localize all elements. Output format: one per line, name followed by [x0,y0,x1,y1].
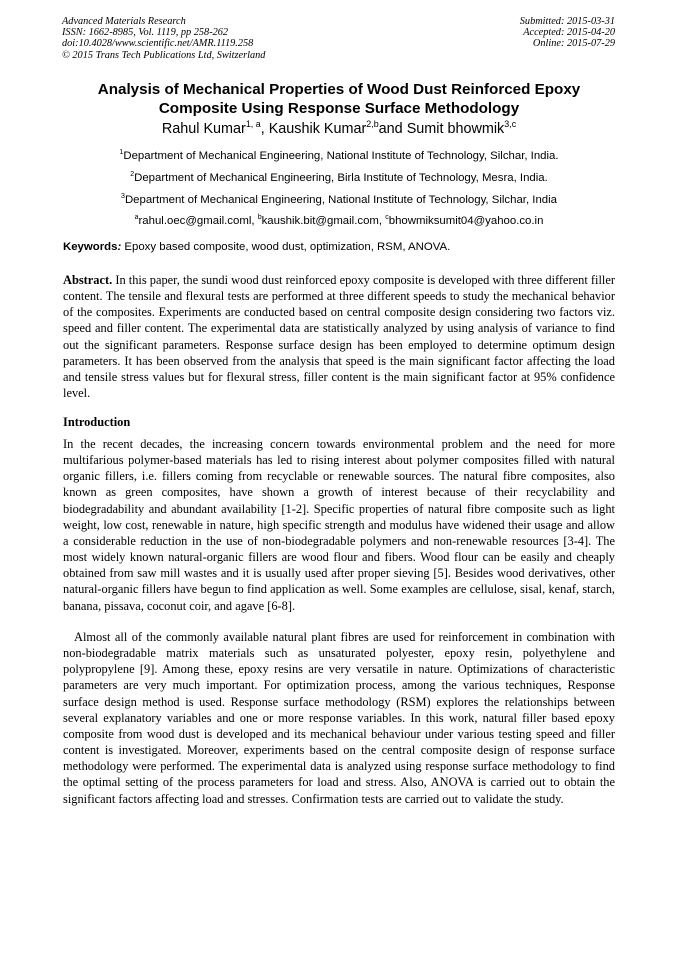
paper-title [62,80,616,118]
copyright-line: © 2015 Trans Tech Publications Ltd, Switzerland [62,49,266,61]
email-c-sup: c [385,214,389,222]
author-2: Kaushik Kumar [268,121,367,137]
author-list [62,120,616,138]
affiliation-1-sup: 1 [119,149,124,157]
abstract-paragraph [63,272,615,401]
accepted-date: Accepted: 2015-04-20 [523,27,615,39]
email-c[interactable]: bhowmiksumit04@yahoo.co.in [388,215,544,227]
introduction-heading: Introduction [63,415,131,429]
author-1-sup: 1, a [245,119,261,130]
email-b-sup: b [257,214,262,222]
author-2-sup: 2,b [366,119,379,130]
issn-line: ISSN: 1662-8985, Vol. 1119, pp 258-262 [62,27,229,39]
affiliation-3-text: Department of Mechanical Engineering, National Institute of Technology, Silchar, India [124,194,557,206]
author-3: Sumit bhowmik [406,121,505,137]
affiliation-3-sup: 3 [121,193,125,201]
journal-header [62,16,265,61]
abstract-text: In this paper, the sundi wood dust reinforced epoxy composite is developed with three different filler content. The tensile and flexural tests are performed at three different speeds to study the mechanical behavior of the composites. Experiments are conducted based on central composite design considering two factors viz. speed and filler content. The experimental data are statistically analyzed by using analysis of variance to find out the significant parameters. Response surface design has been employed to determine optimum design parameters. It has been observed from the analysis that speed is the main significant factor affecting the load and tensile stress values but for flexural stress, filler content is the main significant factor at 95% confidence level. [63,273,615,401]
introduction-paragraph-1: In the recent decades, the increasing concern towards environmental problem and the need for more multifarious polymer-based materials has led to rising interest about polymer composites filled with natural organic fillers, i.e. fillers coming from recyclable or renewable sources. The natural fibre composites, also known as green composites, have shown a growth of interest because of their recyclability and biodegradability and abundant availability [1-2]. Specific properties of natural fibre composite such as light weight, low cost, renewable in nature, high specific strength and modulus have widened their usage and allow a considerable reduction in the use of non-biodegradable polymers and non-renewable resources [3-4]. The most widely known natural-organic fillers are wood flour and fibers. Wood flour can be easily and cheaply obtained from saw mill wastes and it is usually used after proper sieving [5]. Besides wood derivatives, other natural-organic fillers have begun to find application as well. Some examples are cellulose, sisal, kenaf, starch, banana, pissava, coconut coir, and agave [6-8]. [63,437,615,613]
author-emails [62,214,616,228]
online-date: Online: 2015-07-29 [532,38,615,50]
author-3-sup: 3,c [504,119,517,130]
affiliation-2 [62,171,616,185]
keywords-section [63,240,615,254]
title-line-1: Analysis of Mechanical Properties of Wood Dust Reinforced Epoxy [97,81,581,98]
keywords-colon: : [117,241,122,253]
introduction-paragraph-2: Almost all of the commonly available natural plant fibres are used for reinforcement in combination with non-biodegradable matrix materials such as unsaturated polyester, epoxy resin, polyethylene and polypropylene [9]. Among these, epoxy resins are very versatile in nature. Optimizations of characteristic parameters are very much important. For optimization process, among the various techniques, Response surface design method is used. Response surface methodology (RSM) explores the relationships between several explanatory variables and one or more response variables. In this work, natural filler based epoxy composite from wood dust is developed and its mechanical behaviour under various testing speed and filler content is investigated. Moreover, experiments based on the central composite design of response surface methodology were performed. The experimental data is analyzed using response surface methodology to find the optimal setting of the process parameters for load and stress. Also, ANOVA is carried out to obtain the significant factors affecting load and stresses. Confirmation tests are carried out to validate the study. [63,630,615,806]
author-sep-2: and [378,121,407,137]
dates-header [520,16,615,50]
keywords-label: Keywords [63,241,118,253]
affiliation-2-text: Department of Mechanical Engineering, Birla Institute of Technology, Mesra, India. [134,172,548,184]
affiliation-3 [62,193,616,207]
author-1: Rahul Kumar [161,121,246,137]
abstract-label: Abstract. [63,273,113,287]
email-a-sup: a [134,214,139,222]
affiliation-2-sup: 2 [130,171,135,179]
journal-name: Advanced Materials Research [62,16,186,27]
title-line-2: Composite Using Response Surface Methodology [158,100,520,117]
affiliation-1-text: Department of Mechanical Engineering, National Institute of Technology, Silchar, India. [123,150,559,162]
keywords-text: Epoxy based composite, wood dust, optimization, RSM, ANOVA. [121,241,451,253]
submitted-date: Submitted: 2015-03-31 [519,16,615,27]
affiliation-1 [62,149,616,163]
email-b[interactable]: kaushik.bit@gmail.com, [261,215,386,227]
author-sep-1: , [260,121,269,137]
email-a[interactable]: rahul.oec@gmail.coml, [138,215,258,227]
doi-line: doi:10.4028/www.scientific.net/AMR.1119.258 [62,38,254,50]
